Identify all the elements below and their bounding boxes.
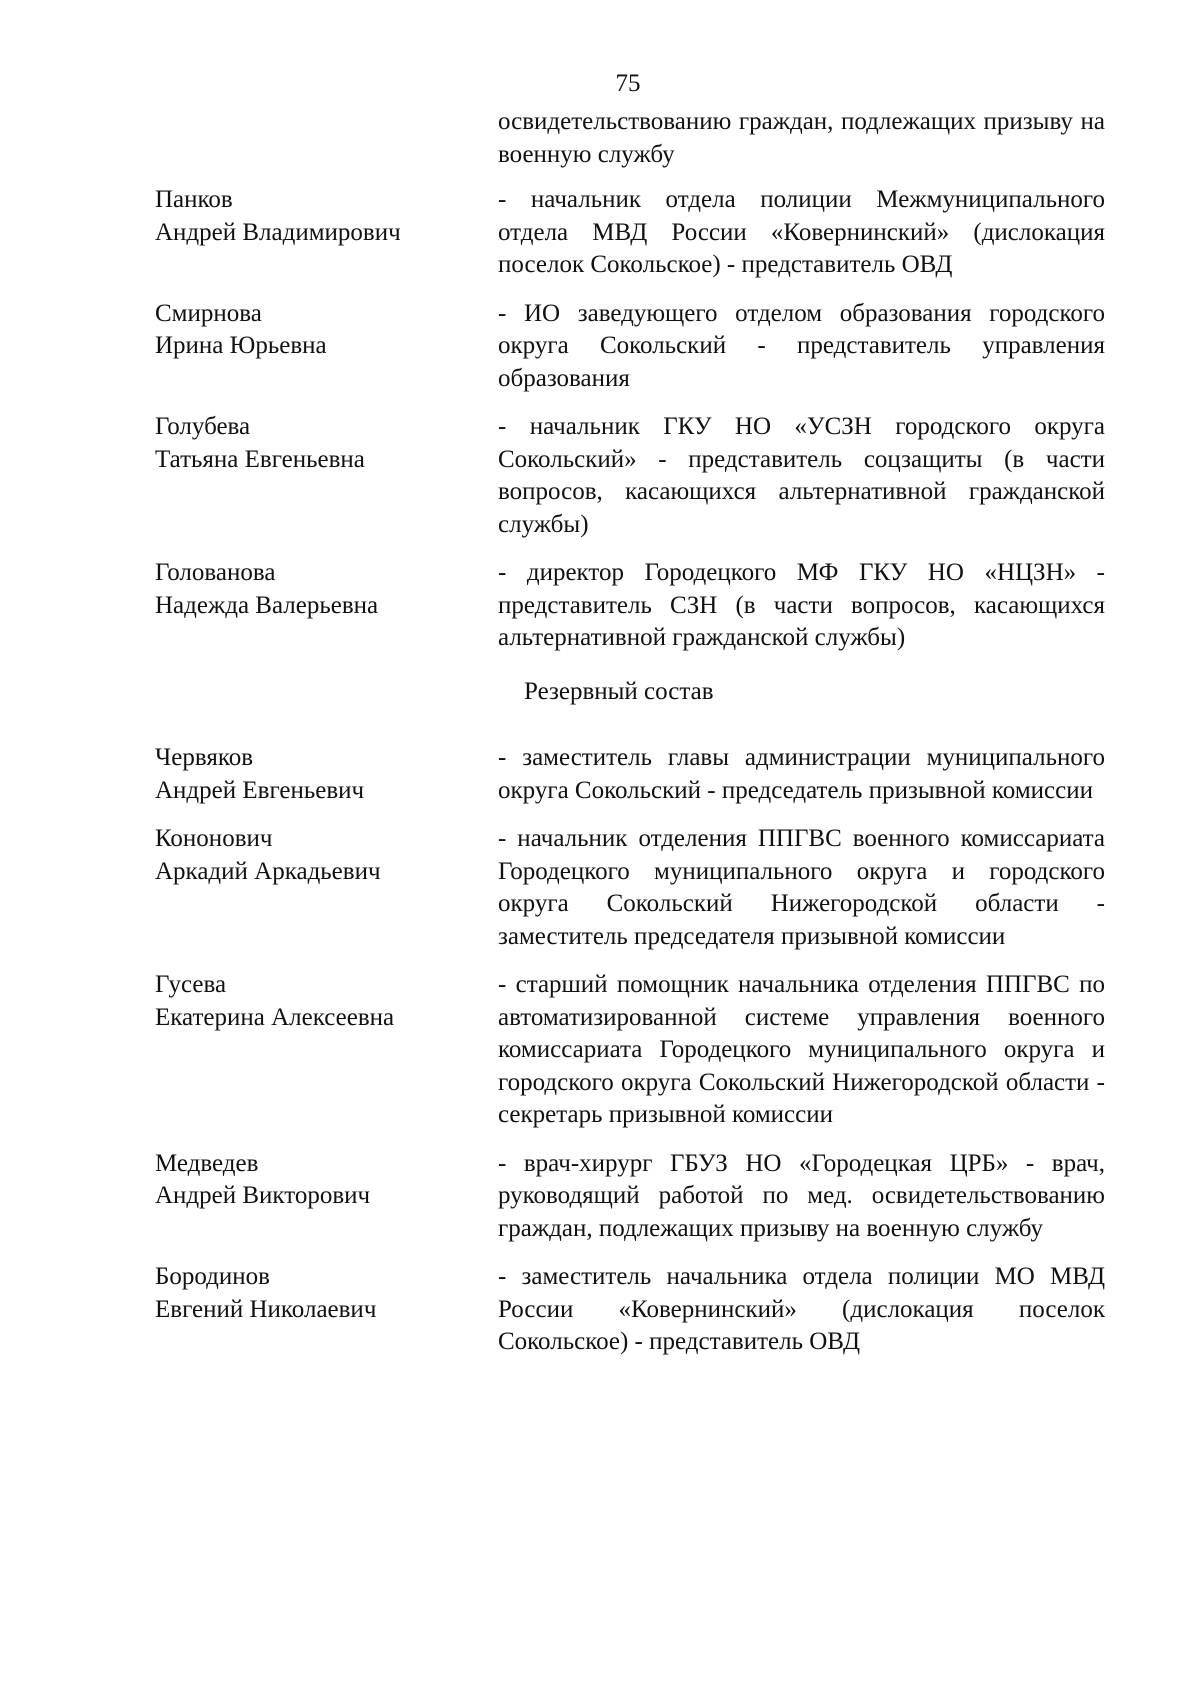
member-name	[155, 557, 498, 622]
member-role: - заместитель главы администрации муниципального округа Сокольский - председатель призывной комиссии	[498, 744, 1105, 804]
member-surname: Червяков	[155, 744, 253, 771]
member-surname: Панков	[155, 186, 233, 213]
member-row	[155, 184, 1105, 282]
continuation-row	[155, 106, 1105, 171]
member-role: - начальник отдела полиции Межмуниципального отдела МВД России «Ковернинский» (дислокация поселок Сокольское) - представитель ОВД	[498, 186, 1105, 278]
member-surname: Смирнова	[155, 299, 262, 327]
member-row	[155, 298, 1105, 396]
member-given-names: Татьяна Евгеньевна	[155, 445, 365, 473]
member-row	[155, 557, 1105, 655]
member-name	[155, 411, 498, 476]
member-name	[155, 1148, 498, 1213]
commission-list	[155, 106, 1105, 1375]
member-surname: Голованова	[155, 559, 276, 586]
member-given-names: Андрей Евгеньевич	[155, 776, 365, 804]
reserve-member-row	[155, 742, 1105, 807]
member-name	[155, 742, 498, 807]
member-role: - старший помощник начальника отделения ППГВС по автоматизированной системе управления военного комиссариата Городецкого муниципального округа и городского округа Сокольский Нижегородской области - секретарь призывной комиссии	[498, 971, 1105, 1128]
member-name	[155, 823, 498, 888]
member-row	[155, 411, 1105, 541]
member-surname: Бородинов	[155, 1263, 270, 1290]
member-role: - ИО заведующего отделом образования городского округа Сокольский - представитель управления образования	[498, 299, 1105, 392]
member-role: - начальник ГКУ НО «УСЗН городского округа Сокольский» - представитель соцзащиты (в части вопросов, касающихся альтернативной гражданской службы)	[498, 413, 1105, 538]
member-given-names: Андрей Викторович	[155, 1182, 371, 1209]
member-given-names: Аркадий Аркадьевич	[155, 857, 381, 885]
member-surname: Гусева	[155, 971, 227, 998]
member-surname: Медведев	[155, 1149, 259, 1177]
member-given-names: Екатерина Алексеевна	[155, 1003, 395, 1031]
member-name	[155, 1261, 498, 1326]
member-role: - врач-хирург ГБУЗ НО «Городецкая ЦРБ» - врач, руководящий работой по мед. освидетельствованию граждан, подлежащих призыву на военную службу	[498, 1149, 1105, 1242]
member-name	[155, 184, 498, 249]
member-given-names: Ирина Юрьевна	[155, 332, 327, 359]
member-given-names: Евгений Николаевич	[155, 1295, 377, 1323]
member-given-names: Надежда Валерьевна	[155, 591, 379, 619]
member-role: - начальник отделения ППГВС военного комиссариата Городецкого муниципального округа и городского округа Сокольский Нижегородской области - заместитель председателя призывной комиссии	[498, 825, 1105, 950]
member-surname: Кононович	[155, 825, 273, 852]
member-name	[155, 969, 498, 1034]
continuation-text: освидетельствованию граждан, подлежащих призыву на военную службу	[498, 108, 1105, 168]
reserve-member-row	[155, 1261, 1105, 1359]
member-given-names: Андрей Владимирович	[155, 218, 401, 246]
page-number: 75	[615, 70, 641, 97]
reserve-member-row	[155, 1148, 1105, 1246]
member-role: - заместитель начальника отдела полиции МО МВД России «Ковернинский» (дислокация поселок Сокольское) - представитель ОВД	[498, 1263, 1105, 1355]
reserve-section-title: Резервный состав	[524, 677, 714, 705]
reserve-member-row	[155, 969, 1105, 1132]
member-name	[155, 298, 498, 363]
reserve-member-row	[155, 823, 1105, 953]
member-role: - директор Городецкого МФ ГКУ НО «НЦЗН» - представитель СЗН (в части вопросов, касающихся альтернативной гражданской службы)	[498, 559, 1105, 651]
member-surname: Голубева	[155, 413, 251, 440]
